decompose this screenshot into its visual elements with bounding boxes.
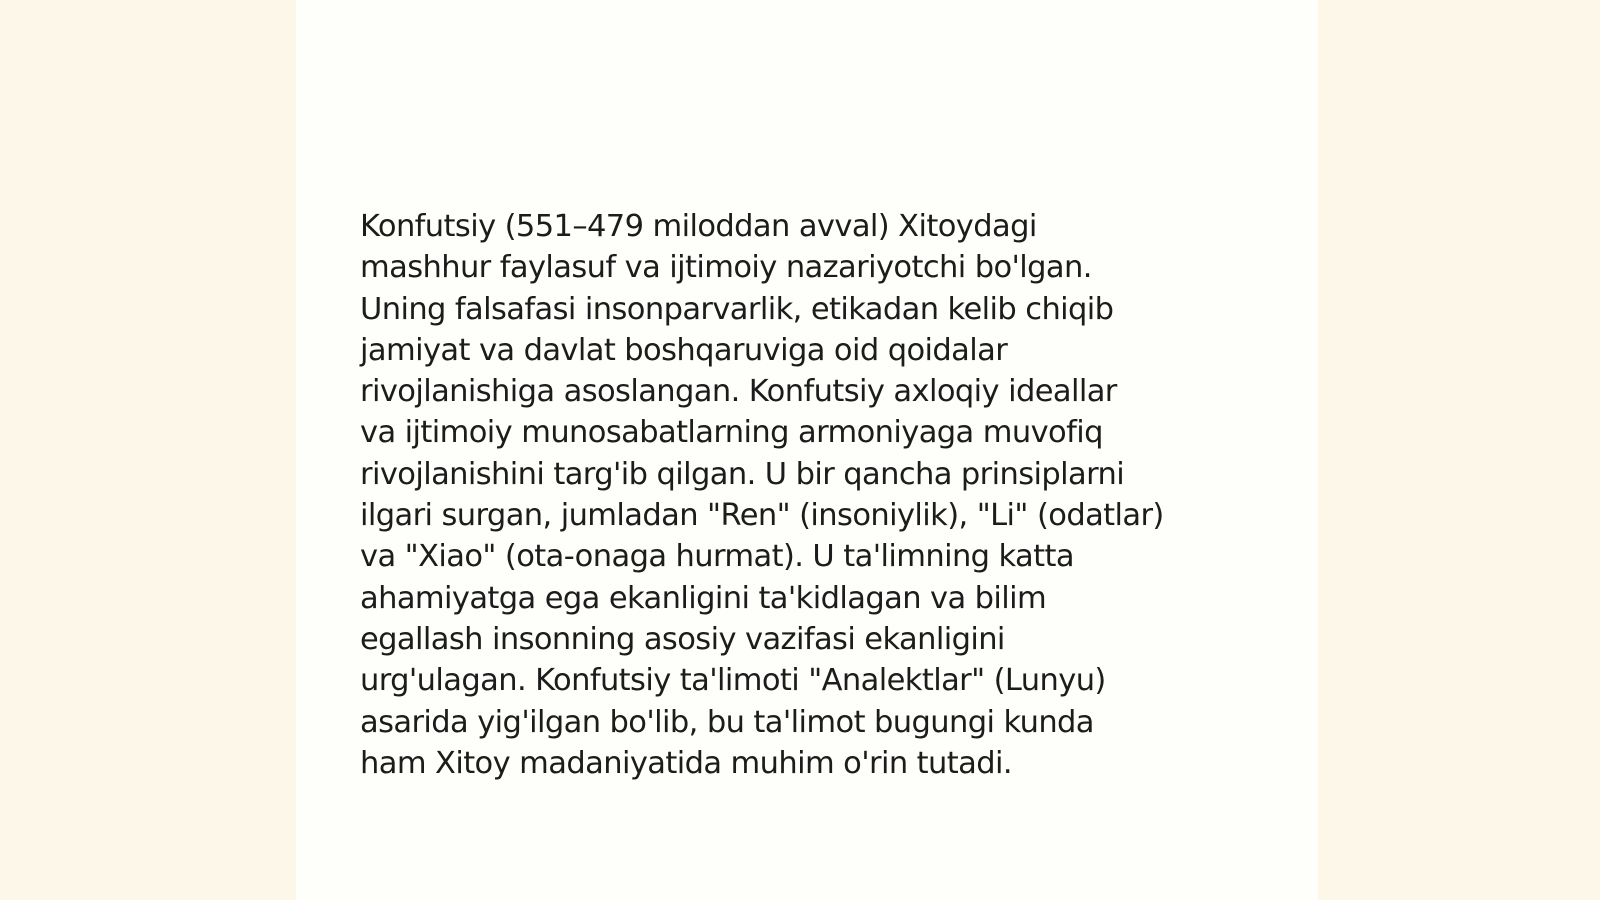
text-line: rivojlanishini targ'ib qilgan. U bir qancha prinsiplarni — [360, 456, 1125, 492]
text-line: Konfutsiy (551–479 miloddan avval) Xitoydagi — [360, 209, 1037, 244]
text-line: jamiyat va davlat boshqaruviga oid qoidalar — [360, 332, 1008, 368]
slide-body-text — [360, 206, 1290, 784]
text-line: egallash insonning asosiy vazifasi ekanligini — [360, 621, 1005, 657]
text-line: rivojlanishiga asoslangan. Konfutsiy axloqiy ideallar — [360, 374, 1117, 410]
text-line: ilgari surgan, jumladan "Ren" (insoniylik), "Li" (odatlar) — [360, 498, 1164, 534]
text-line: ahamiyatga ega ekanligini ta'kidlagan va bilim — [360, 580, 1047, 616]
text-line: asarida yig'ilgan bo'lib, bu ta'limot bugungi kunda — [360, 704, 1094, 740]
text-line: ham Xitoy madaniyatida muhim o'rin tutadi. — [360, 745, 1012, 781]
slide — [296, 0, 1318, 900]
text-line: va ijtimoiy munosabatlarning armoniyaga muvofiq — [360, 415, 1103, 451]
text-line: Uning falsafasi insonparvarlik, etikadan kelib chiqib — [360, 291, 1114, 327]
text-line: va "Xiao" (ota-onaga hurmat). U ta'limning katta — [360, 539, 1074, 575]
text-line: urg'ulagan. Konfutsiy ta'limoti "Analektlar" (Lunyu) — [360, 663, 1106, 699]
text-line: mashhur faylasuf va ijtimoiy nazariyotchi bo'lgan. — [360, 250, 1092, 286]
